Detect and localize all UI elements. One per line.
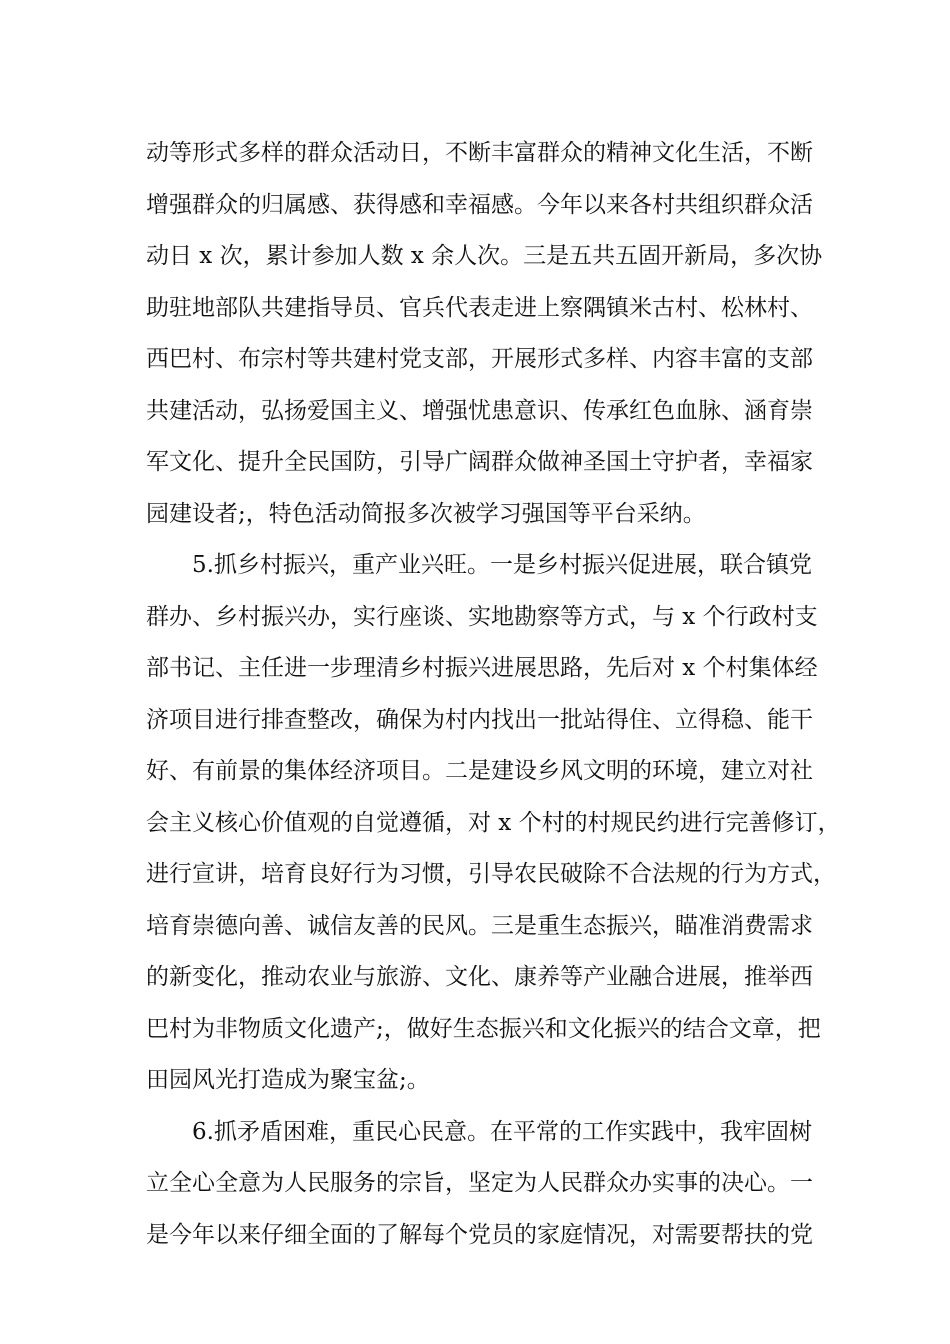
text-line: 培育崇德向善、诚信友善的民风。三是重生态振兴，瞄准消费需求 — [146, 912, 813, 939]
text-line: 好、有前景的集体经济项目。二是建设乡风文明的环境，建立对社 — [146, 758, 813, 784]
text-line: 共建活动，弘扬爱国主义、增强忧患意识、传承红色血脉、涵育崇 — [146, 397, 813, 424]
text-line: 园建设者;，特色活动简报多次被学习强国等平台采纳。 — [146, 500, 706, 527]
text-line: 动日 x 次，累计参加人数 x 余人次。三是五共五固开新局，多次协 — [146, 243, 823, 269]
text-line: 巴村为非物质文化遗产;，做好生态振兴和文化振兴的结合文章，把 — [146, 1015, 821, 1042]
text-line: 助驻地部队共建指导员、官兵代表走进上察隅镇米古村、松林村、 — [146, 294, 813, 321]
paragraph-6-heading-line: 6.抓矛盾困难，重民心民意。在平常的工作实践中，我牢固树 — [192, 1118, 812, 1145]
text-line: 会主义核心价值观的自觉遵循，对 x 个村的村规民约进行完善修订， — [146, 809, 841, 836]
text-line: 的新变化，推动农业与旅游、文化、康养等产业融合进展，推举西 — [146, 964, 813, 990]
text-line: 群办、乡村振兴办，实行座谈、实地勘察等方式，与 x 个行政村支 — [146, 603, 818, 630]
document-body — [146, 128, 841, 1261]
text-line: 是今年以来仔细全面的了解每个党员的家庭情况，对需要帮扶的党 — [146, 1221, 813, 1248]
text-line: 军文化、提升全民国防，引导广阔群众做神圣国土守护者，幸福家 — [146, 449, 813, 475]
text-line: 立全心全意为人民服务的宗旨，坚定为人民群众办实事的决心。一 — [146, 1170, 813, 1196]
text-line: 增强群众的归属感、获得感和幸福感。今年以来各村共组织群众活 — [146, 191, 813, 218]
text-line: 部书记、主任进一步理清乡村振兴进展思路，先后对 x 个村集体经 — [146, 655, 818, 681]
text-line: 田园风光打造成为聚宝盆;。 — [146, 1067, 430, 1093]
text-line: 动等形式多样的群众活动日，不断丰富群众的精神文化生活，不断 — [146, 140, 813, 166]
text-line: 西巴村、布宗村等共建村党支部，开展形式多样、内容丰富的支部 — [146, 346, 813, 372]
paragraph-5-heading-line: 5.抓乡村振兴，重产业兴旺。一是乡村振兴促进展，联合镇党 — [192, 552, 812, 578]
text-line: 进行宣讲，培育良好行为习惯，引导农民破除不合法规的行为方式， — [146, 861, 836, 887]
text-line: 济项目进行排查整改，确保为村内找出一批站得住、立得稳、能干 — [146, 706, 813, 733]
